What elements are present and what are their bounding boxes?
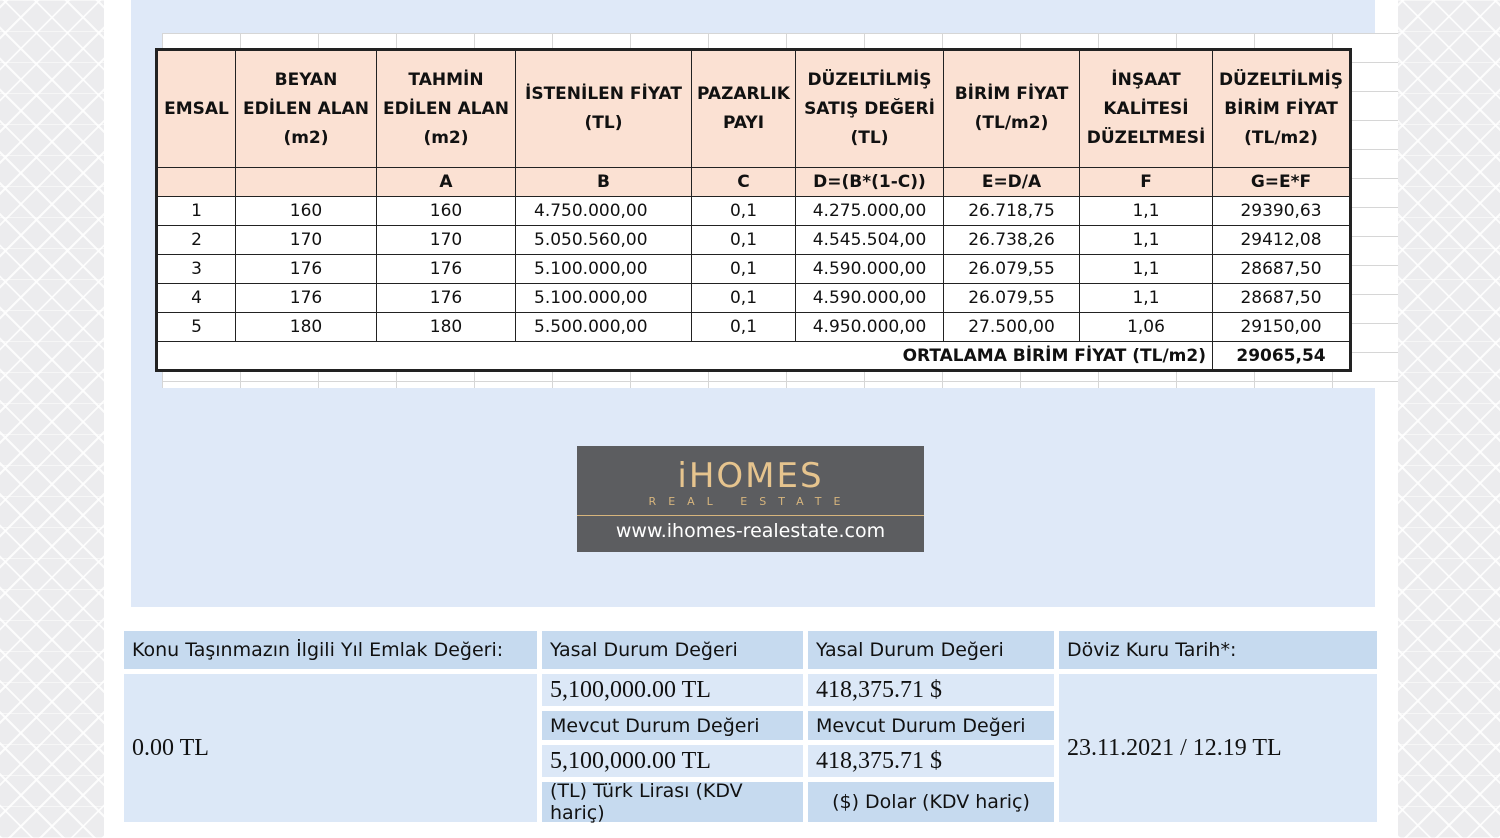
- table-cell: 5.050.560,00: [516, 226, 692, 255]
- table-row: [157, 226, 1351, 255]
- mevcut-usd-label: Mevcut Durum Değeri: [808, 711, 1054, 740]
- logo-url: www.ihomes-realestate.com: [615, 520, 886, 542]
- decorative-pattern-left: [0, 0, 104, 838]
- header-cell: BEYAN EDİLEN ALAN (m2): [236, 50, 377, 168]
- table-cell: 27.500,00: [944, 313, 1080, 342]
- table-cell: 26.738,26: [944, 226, 1080, 255]
- mevcut-usd-value: 418,375.71 $: [808, 745, 1054, 777]
- header-cell: DÜZELTİLMİŞ BİRİM FİYAT (TL/m2): [1213, 50, 1351, 168]
- logo-name: iHOMES: [677, 456, 824, 496]
- table-cell: 4.950.000,00: [796, 313, 944, 342]
- average-row: [157, 342, 1351, 371]
- table-cell: 5: [157, 313, 236, 342]
- table-cell: 1,1: [1080, 255, 1213, 284]
- logo-tagline: REAL ESTATE: [648, 495, 853, 508]
- table-cell: 4.590.000,00: [796, 255, 944, 284]
- table-cell: 176: [236, 284, 377, 313]
- table-cell: 1,1: [1080, 197, 1213, 226]
- table-cell: 4.275.000,00: [796, 197, 944, 226]
- average-value: 29065,54: [1213, 342, 1351, 371]
- table-cell: 160: [236, 197, 377, 226]
- table-cell: 170: [236, 226, 377, 255]
- header-cell: EMSAL: [157, 50, 236, 168]
- table-cell: 1,1: [1080, 284, 1213, 313]
- yasal-usd-label: Yasal Durum Değeri: [808, 631, 1054, 669]
- mevcut-tl-value: 5,100,000.00 TL: [542, 745, 803, 777]
- table-cell: 0,1: [692, 255, 796, 284]
- doviz-label: Döviz Kuru Tarih*:: [1059, 631, 1377, 669]
- yasal-usd-value: 418,375.71 $: [808, 674, 1054, 706]
- formula-cell: [236, 168, 377, 197]
- table-cell: 4.545.504,00: [796, 226, 944, 255]
- doviz-value: 23.11.2021 / 12.19 TL: [1059, 674, 1377, 822]
- table-cell: 26.079,55: [944, 284, 1080, 313]
- table-cell: 29412,08: [1213, 226, 1351, 255]
- table-cell: 3: [157, 255, 236, 284]
- formula-cell: D=(B*(1-C)): [796, 168, 944, 197]
- usd-currency-note: ($) Dolar (KDV hariç): [808, 782, 1054, 822]
- table-cell: 1: [157, 197, 236, 226]
- formula-cell: C: [692, 168, 796, 197]
- table-cell: 176: [377, 255, 516, 284]
- table-cell: 2: [157, 226, 236, 255]
- table-cell: 4: [157, 284, 236, 313]
- table-cell: 29150,00: [1213, 313, 1351, 342]
- table-cell: 170: [377, 226, 516, 255]
- table-cell: 29390,63: [1213, 197, 1351, 226]
- comparables-table: [155, 48, 1352, 372]
- table-cell: 28687,50: [1213, 284, 1351, 313]
- table-cell: 26.079,55: [944, 255, 1080, 284]
- average-label: ORTALAMA BİRİM FİYAT (TL/m2): [157, 342, 1213, 371]
- table-cell: 5.100.000,00: [516, 255, 692, 284]
- table-cell: 4.750.000,00: [516, 197, 692, 226]
- logo-divider: [577, 515, 924, 516]
- emlak-value: 0.00 TL: [124, 674, 537, 822]
- table-cell: 0,1: [692, 197, 796, 226]
- table-header-row: [157, 50, 1351, 168]
- company-logo: [577, 446, 924, 552]
- formula-row: [157, 168, 1351, 197]
- header-cell: İNŞAAT KALİTESİ DÜZELTMESİ: [1080, 50, 1213, 168]
- table-cell: 4.590.000,00: [796, 284, 944, 313]
- formula-cell: [157, 168, 236, 197]
- emlak-label: Konu Taşınmazın İlgili Yıl Emlak Değeri:: [124, 631, 537, 669]
- table-cell: 160: [377, 197, 516, 226]
- table-cell: 1,06: [1080, 313, 1213, 342]
- header-cell: TAHMİN EDİLEN ALAN (m2): [377, 50, 516, 168]
- decorative-pattern-right: [1398, 0, 1500, 838]
- table-cell: 1,1: [1080, 226, 1213, 255]
- yasal-tl-label: Yasal Durum Değeri: [542, 631, 803, 669]
- yasal-tl-value: 5,100,000.00 TL: [542, 674, 803, 706]
- table-cell: 180: [377, 313, 516, 342]
- formula-cell: G=E*F: [1213, 168, 1351, 197]
- table-cell: 176: [236, 255, 377, 284]
- mevcut-tl-label: Mevcut Durum Değeri: [542, 711, 803, 740]
- formula-cell: E=D/A: [944, 168, 1080, 197]
- formula-cell: B: [516, 168, 692, 197]
- header-cell: BİRİM FİYAT (TL/m2): [944, 50, 1080, 168]
- header-cell: PAZARLIK PAYI: [692, 50, 796, 168]
- table-cell: 176: [377, 284, 516, 313]
- table-row: [157, 313, 1351, 342]
- formula-cell: F: [1080, 168, 1213, 197]
- table-cell: 28687,50: [1213, 255, 1351, 284]
- table-row: [157, 255, 1351, 284]
- table-cell: 0,1: [692, 226, 796, 255]
- header-cell: İSTENİLEN FİYAT (TL): [516, 50, 692, 168]
- tl-currency-note: (TL) Türk Lirası (KDV hariç): [542, 782, 803, 822]
- table-row: [157, 284, 1351, 313]
- header-cell: DÜZELTİLMİŞ SATIŞ DEĞERİ (TL): [796, 50, 944, 168]
- table-cell: 5.500.000,00: [516, 313, 692, 342]
- table-cell: 5.100.000,00: [516, 284, 692, 313]
- table-cell: 0,1: [692, 313, 796, 342]
- formula-cell: A: [377, 168, 516, 197]
- table-cell: 0,1: [692, 284, 796, 313]
- table-cell: 26.718,75: [944, 197, 1080, 226]
- table-row: [157, 197, 1351, 226]
- table-cell: 180: [236, 313, 377, 342]
